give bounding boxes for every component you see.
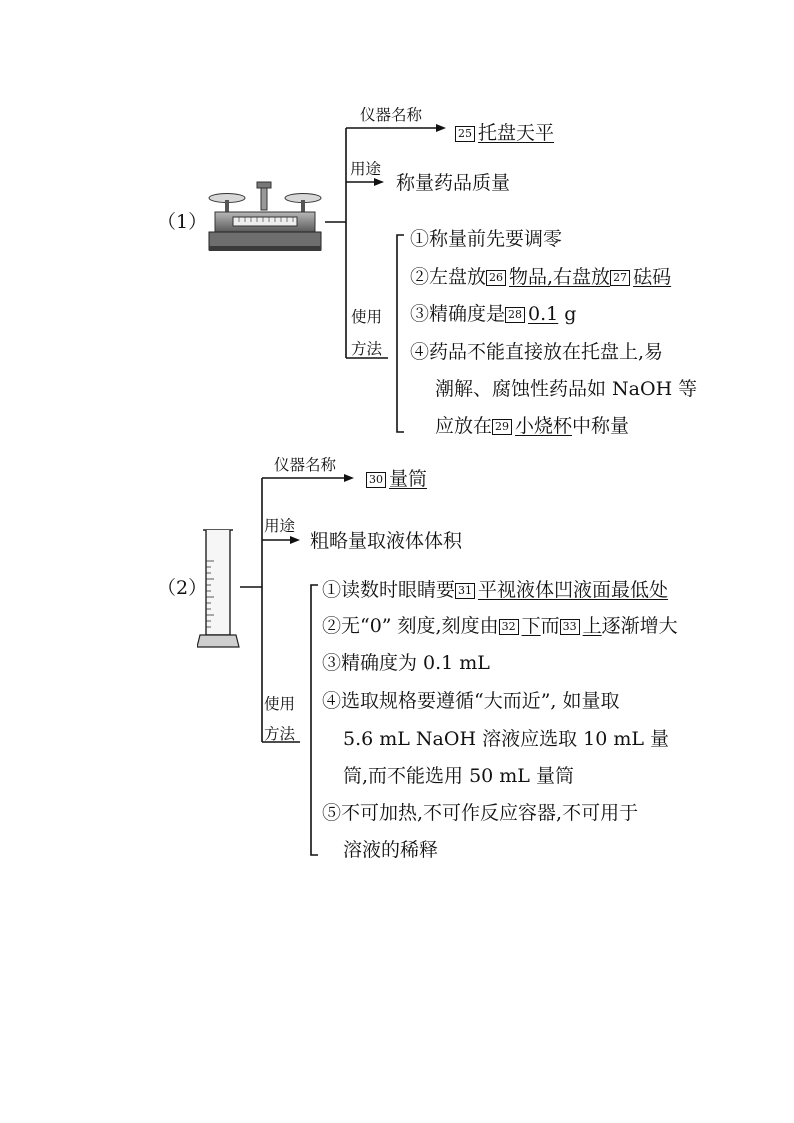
section-2-method-3: ③精确度为 0.1 mL [322, 652, 490, 674]
section-1-use-label: 用途 [350, 160, 382, 178]
section-2-method-4-line-1: ④选取规格要遵循“大而近”, 如量取 [322, 690, 620, 712]
answer-number-box: 31 [455, 583, 475, 599]
section-2-method-1: ①读数时眼睛要 31 平视液体凹液面最低处 [322, 579, 669, 601]
section-1-method-label-2: 方法 [351, 340, 383, 358]
answer-text: 0.1 [528, 303, 559, 325]
section-1-use-value: 称量药品质量 [396, 172, 511, 194]
answer-number-box: 25 [455, 126, 475, 142]
section-1-method-1: ①称量前先要调零 [410, 228, 563, 250]
answer-text: 托盘天平 [478, 122, 555, 144]
answer-text: 小烧杯 [515, 415, 573, 437]
section-1-name-answer [455, 121, 554, 145]
section-2-method-5-line-2: 溶液的稀释 [343, 839, 439, 861]
answer-text: 砝码 [633, 266, 672, 288]
section-1-name-label: 仪器名称 [360, 106, 423, 124]
section-2-method-label-1: 使用 [264, 695, 296, 713]
answer-number-box: 28 [505, 307, 525, 323]
answer-number-box: 27 [610, 270, 630, 286]
section-2-method-4-line-2: 5.6 mL NaOH 溶液应选取 10 mL 量 [343, 728, 669, 750]
section-2-method-5-line-1: ⑤不可加热,不可作反应容器,不可用于 [322, 802, 639, 824]
answer-text: 量筒 [389, 468, 428, 490]
section-2-method-2: ②无“0” 刻度,刻度由 32 下而 33 上逐渐增大 [322, 615, 678, 637]
answer-number-box: 32 [499, 619, 519, 635]
answer-text: 上 [582, 615, 602, 637]
section-1-label: （1） [157, 211, 208, 233]
balance-icon [205, 180, 325, 255]
answer-number-box: 33 [560, 619, 580, 635]
section-1-method-label-1: 使用 [351, 308, 383, 326]
section-2-use-label: 用途 [264, 517, 296, 535]
section-2-method-4-line-3: 筒,而不能选用 50 mL 量筒 [343, 765, 574, 787]
answer-text: 下 [521, 615, 541, 637]
section-2-name-label: 仪器名称 [274, 456, 337, 474]
answer-number-box: 29 [492, 419, 512, 435]
section-2-use-value: 粗略量取液体体积 [310, 530, 463, 552]
section-1-method-4-line-3: 应放在 29 小烧杯中称量 [435, 415, 630, 437]
section-1-method-3: ③精确度是 28 0.1 g [410, 303, 577, 325]
section-2-method-label-2: 方法 [264, 725, 296, 743]
answer-number-box: 26 [486, 270, 506, 286]
answer-number-box: 30 [366, 472, 386, 488]
answer-text: 平视液体凹液面最低处 [478, 579, 669, 601]
answer-text: 物品,右盘放 [509, 266, 611, 288]
section-1-method-2: ②左盘放 26 物品,右盘放 27 砝码 [410, 266, 672, 288]
section-2-label: （2） [157, 577, 208, 599]
section-1-method-4-line-1: ④药品不能直接放在托盘上,易 [410, 341, 664, 363]
section-1-method-4-line-2: 潮解、腐蚀性药品如 NaOH 等 [435, 378, 698, 400]
section-2-name-answer [366, 467, 427, 491]
